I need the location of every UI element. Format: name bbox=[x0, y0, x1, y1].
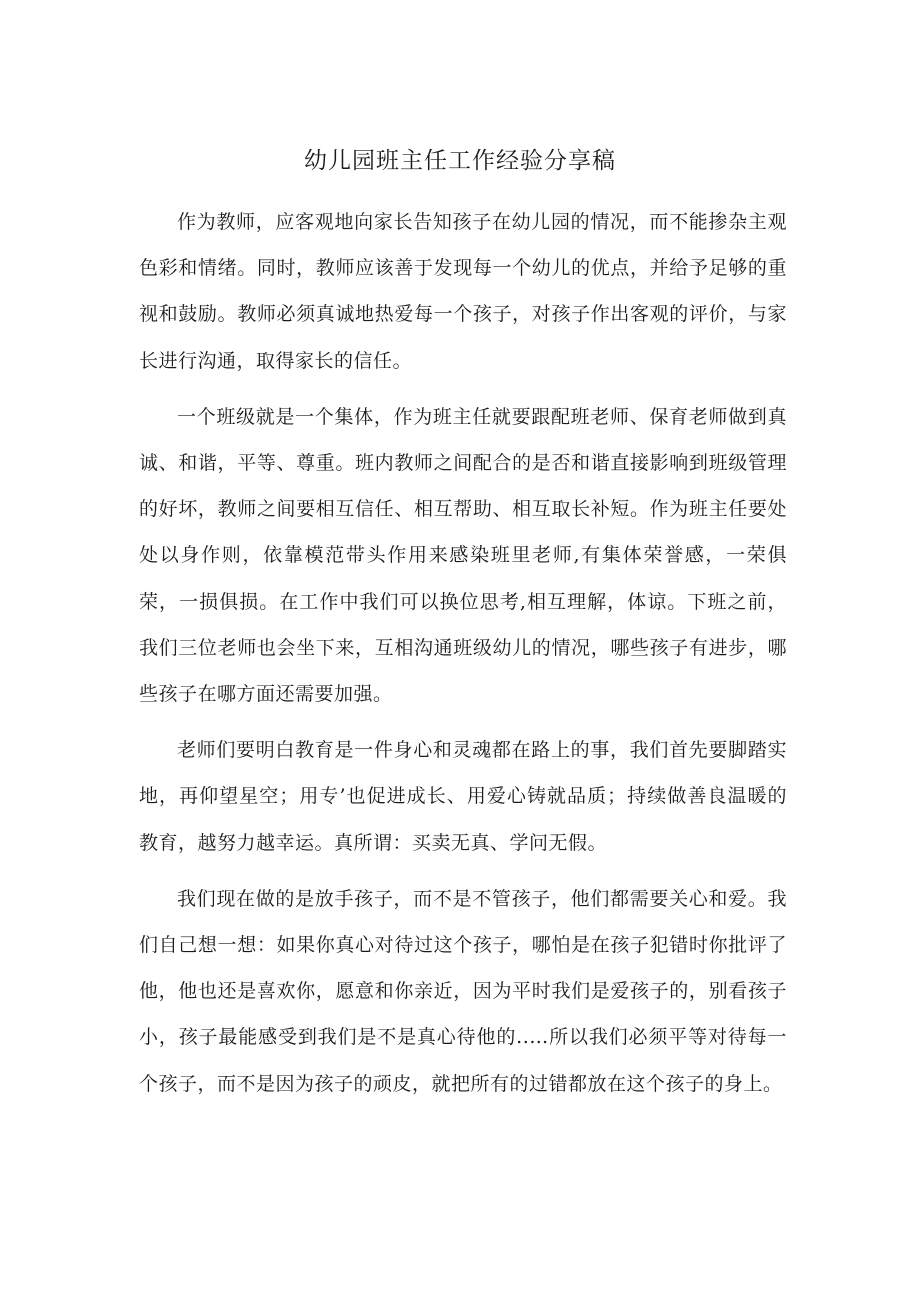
document-title: 幼儿园班主任工作经验分享稿 bbox=[304, 148, 616, 174]
paragraph-1: 作为教师，应客观地向家长告知孩子在幼儿园的情况，而不能掺杂主观色彩和情绪。同时，教师应该善于发现每一个幼儿的优点，并给予足够的重视和鼓励。教师必须真诚地热爱每一个孩子，对孩子作出客观的评价，与家长进行沟通，取得家长的信任。 bbox=[139, 211, 787, 372]
paragraph-4: 我们现在做的是放手孩子，而不是不管孩子，他们都需要关心和爱。我们自己想一想：如果你真心对待过这个孩子，哪怕是在孩子犯错时你批评了他，他也还是喜欢你，愿意和你亲近，因为平时我们是爱孩子的，别看孩子小，孩子最能感受到我们是不是真心待他的..…所以我们必须平等对待每一个孩子，而不是因为孩子的顽皮，就把所有的过错都放在这个孩子的身上。 bbox=[139, 887, 787, 1095]
paragraph-3: 老师们要明白教育是一件身心和灵魂都在路上的事，我们首先要脚踏实地，再仰望星空；用专’也促进成长、用爱心铸就品质；持续做善良温暖的教育，越努力越幸运。真所谓：买卖无真、学问无假。 bbox=[139, 739, 787, 854]
paragraph-2: 一个班级就是一个集体，作为班主任就要跟配班老师、保育老师做到真诚、和谐，平等、尊重。班内教师之间配合的是否和谐直接影响到班级管理的好坏，教师之间要相互信任、相互帮助、相互取长补短。作为班主任要处处以身作则，依靠模范带头作用来感染班里老师,有集体荣誉感，一荣俱荣，一损俱损。在工作中我们可以换位思考,相互理解，体谅。下班之前，我们三位老师也会坐下来，互相沟通班级幼儿的情况，哪些孩子有进步，哪些孩子在哪方面还需要加强。 bbox=[139, 405, 787, 706]
document-body bbox=[139, 199, 787, 1117]
